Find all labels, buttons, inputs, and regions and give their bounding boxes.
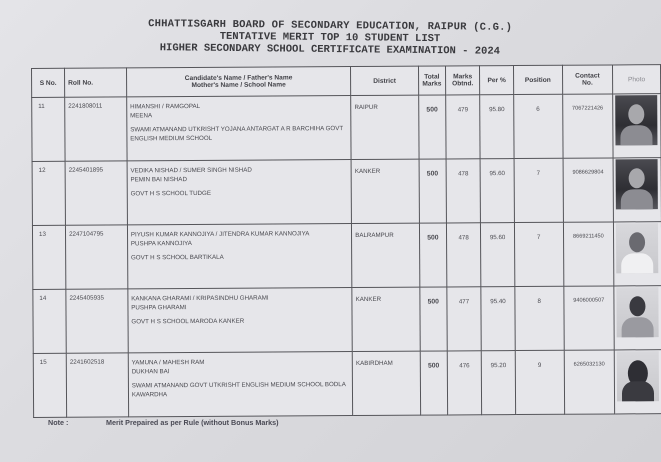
col-percent: Per % — [480, 66, 514, 95]
table-row — [33, 286, 661, 354]
photo-cell — [613, 222, 661, 286]
table-row — [32, 158, 661, 226]
student-photo — [616, 287, 658, 337]
position-cell: 8 — [515, 286, 564, 350]
sno-cell: 13 — [32, 225, 65, 289]
board-title: CHHATTISGARH BOARD OF SECONDARY EDUCATION, RAIPUR (C.G.) — [148, 18, 513, 34]
table-row — [32, 94, 661, 162]
contact-cell: 6265032130 — [564, 350, 615, 414]
table-row — [33, 350, 661, 418]
district-cell: KABIRDHAM — [352, 351, 420, 415]
total-marks-cell: 500 — [419, 159, 446, 223]
candidate-name: KANKANA GHARAMI / KRIPASINDHU GHARAMI — [131, 294, 269, 303]
candidate-cell — [127, 224, 352, 289]
col-position: Position — [513, 65, 562, 94]
percent-cell: 95.40 — [481, 287, 515, 351]
district-cell: RAIPUR — [351, 95, 419, 159]
col-roll: Roll No. — [65, 68, 127, 97]
contact-cell: 7067221426 — [562, 94, 613, 158]
document-header — [120, 18, 540, 58]
photo-cell — [613, 158, 661, 222]
percent-cell: 95.20 — [482, 351, 516, 415]
total-marks-cell: 500 — [419, 95, 446, 159]
contact-cell: 8669211450 — [563, 222, 614, 286]
note-label: Note : — [48, 418, 69, 427]
footer-note — [48, 418, 279, 427]
position-cell: 7 — [514, 158, 563, 222]
student-photo — [615, 95, 657, 145]
school-name: GOVT H S SCHOOL TUDGE — [130, 189, 211, 198]
col-photo: Photo — [612, 65, 660, 94]
merit-table-container — [31, 64, 661, 418]
position-cell: 7 — [514, 222, 563, 286]
school-name: SWAMI ATMANAND UTKRISHT YOJANA ANTARGAT A R BARCHIHA GOVT ENGLISH MEDIUM SCHOOL — [130, 125, 344, 143]
col-contact: Contact No. — [562, 65, 612, 94]
percent-cell: 95.80 — [480, 95, 514, 159]
candidate-name: YAMUNA / MAHESH RAM — [131, 358, 205, 367]
district-cell: KANKER — [352, 287, 420, 351]
photo-cell — [614, 286, 661, 350]
contact-cell: 9086629804 — [563, 158, 614, 222]
col-district: District — [351, 66, 419, 95]
candidate-name: PIYUSH KUMAR KANNOJIYA / JITENDRA KUMAR KANNOJIYA — [130, 230, 310, 239]
photo-cell — [614, 350, 661, 414]
candidate-name: VEDIKA NISHAD / SUMER SINGH NISHAD — [130, 166, 252, 175]
total-marks-cell: 500 — [420, 287, 447, 351]
total-marks-cell: 500 — [419, 223, 446, 287]
roll-cell: 2245401895 — [65, 161, 127, 225]
col-sno: S No. — [32, 68, 65, 97]
student-photo — [617, 351, 659, 401]
total-marks-cell: 500 — [420, 351, 447, 415]
sno-cell: 14 — [33, 289, 66, 353]
district-cell: BALRAMPUR — [352, 223, 420, 287]
marks-cell: 477 — [447, 287, 482, 351]
student-photo — [616, 223, 658, 273]
mother-name: DUKHAN BAI — [131, 368, 170, 376]
school-name: SWAMI ATMANAND GOVT UTKRISHT ENGLISH MEDIUM SCHOOL BODLA KAWARDHA — [131, 381, 346, 399]
candidate-cell — [127, 160, 352, 225]
position-cell: 9 — [515, 350, 564, 414]
school-name: GOVT H S SCHOOL BARTIKALA — [130, 253, 224, 262]
percent-cell: 95.60 — [480, 159, 514, 223]
roll-cell: 2241808011 — [65, 97, 127, 161]
sno-cell: 11 — [32, 97, 65, 161]
merit-table — [31, 64, 661, 418]
candidate-cell — [127, 96, 352, 161]
col-total-marks: Total Marks — [418, 66, 445, 95]
list-title: TENTATIVE MERIT TOP 10 STUDENT LIST — [219, 30, 441, 46]
mother-name: PUSHPA GHARAMI — [131, 304, 187, 312]
table-row — [32, 222, 661, 290]
school-name: GOVT H S SCHOOL MARODA KANKER — [131, 317, 245, 326]
note-text: Merit Prepaired as per Rule (without Bonus Marks) — [106, 418, 279, 427]
district-cell: KANKER — [351, 159, 419, 223]
exam-title: HIGHER SECONDARY SCHOOL CERTIFICATE EXAMINATION - 2024 — [159, 42, 501, 58]
candidate-cell — [128, 352, 353, 417]
marks-cell: 476 — [447, 351, 482, 415]
marks-cell: 479 — [445, 95, 480, 159]
candidate-cell — [128, 288, 353, 353]
col-candidate: Candidate's Name / Father's Name Mother's Name / School Name — [126, 67, 351, 97]
sno-cell: 12 — [32, 161, 65, 225]
mother-name: PEMIN BAI NISHAD — [130, 176, 187, 184]
table-header-row — [32, 65, 661, 98]
photo-cell — [613, 94, 661, 158]
position-cell: 6 — [513, 94, 562, 158]
roll-cell: 2241602518 — [66, 353, 128, 417]
contact-cell: 9406000507 — [564, 286, 615, 350]
candidate-name: HIMANSHI / RAMGOPAL — [130, 102, 201, 111]
roll-cell: 2247104795 — [66, 225, 128, 289]
mother-name: MEENA — [130, 112, 153, 120]
col-marks-obtained: Marks Obtnd. — [445, 66, 480, 95]
roll-cell: 2245405935 — [66, 289, 128, 353]
marks-cell: 478 — [446, 159, 481, 223]
sno-cell: 15 — [33, 353, 66, 417]
marks-cell: 478 — [446, 223, 481, 287]
percent-cell: 95.60 — [481, 223, 515, 287]
mother-name: PUSHPA KANNOJIYA — [130, 240, 192, 248]
student-photo — [616, 159, 658, 209]
